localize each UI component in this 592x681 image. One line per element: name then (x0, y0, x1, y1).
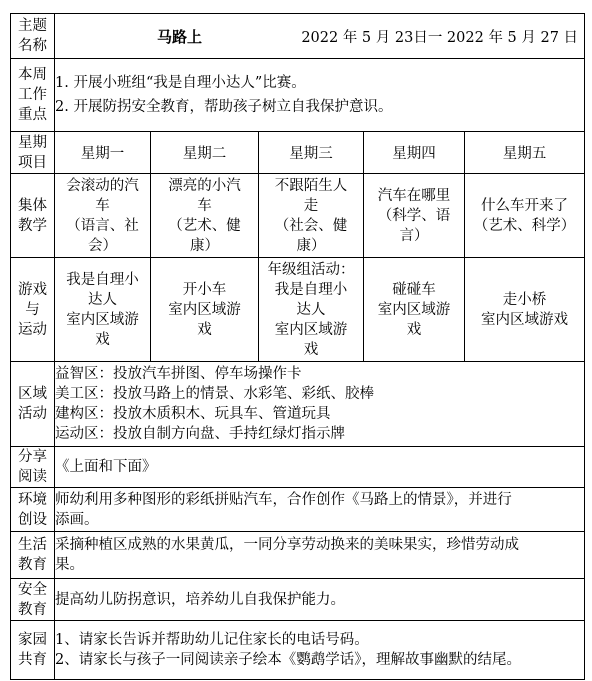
life-education-row (11, 532, 585, 579)
home-school-content: 1、请家长告诉并帮助幼儿记住家长的电话号码。 2、请家长与孩子一同阅读亲子绘本《鹦鹉学话》，理解故事幽默的结尾。 (55, 621, 585, 680)
area-activities-row (11, 362, 585, 447)
theme-date-range: 2022 年 5 月 23日一 2022 年 5 月 27 日 (301, 29, 579, 46)
theme-row (11, 14, 585, 59)
life-education-content: 采摘种植区成熟的水果黄瓜，一同分享劳动换来的美味果实，珍惜劳动成 果。 (55, 532, 585, 579)
games-sports-friday: 走小桥 室内区域游戏 (465, 258, 585, 362)
days-header-row (11, 132, 585, 174)
day-thursday: 星期四 (364, 132, 465, 174)
day-friday: 星期五 (465, 132, 585, 174)
theme-label: 主题 名称 (11, 14, 55, 59)
games-sports-thursday: 碰碰车 室内区域游 戏 (364, 258, 465, 362)
weekly-focus-item: 1. 开展小班组“我是自理小达人”比赛。 (55, 75, 306, 91)
environment-row (11, 488, 585, 532)
shared-reading-label: 分享 阅读 (11, 447, 55, 488)
area-activity-line: 美工区：投放马路上的情景、水彩笔、彩纸、胶棒 (55, 386, 374, 402)
day-monday: 星期一 (55, 132, 151, 174)
group-teaching-monday: 会滚动的汽 车 （语言、社 会） (55, 174, 151, 258)
area-activities-content (55, 362, 585, 447)
weekly-focus-label: 本周 工作 重点 (11, 59, 55, 132)
group-teaching-thursday: 汽车在哪里 （科学、语 言） (364, 174, 465, 258)
theme-name: 马路上 (157, 27, 203, 46)
days-header-label: 星期 项目 (11, 132, 55, 174)
safety-education-label: 安全 教育 (11, 579, 55, 621)
games-sports-row (11, 258, 585, 362)
day-tuesday: 星期二 (151, 132, 259, 174)
shared-reading-row (11, 447, 585, 488)
weekly-focus-item: 2. 开展防拐安全教育，帮助孩子树立自我保护意识。 (55, 99, 393, 115)
area-activity-line: 建构区：投放木质积木、玩具车、管道玩具 (55, 406, 331, 422)
environment-label: 环境 创设 (11, 488, 55, 532)
area-activity-line: 运动区：投放自制方向盘、手持红绿灯指示牌 (55, 426, 345, 442)
theme-content (55, 14, 585, 59)
weekly-plan-table (10, 13, 585, 680)
games-sports-monday: 我是自理小 达人 室内区域游 戏 (55, 258, 151, 362)
safety-education-row (11, 579, 585, 621)
area-activity-line: 益智区：投放汽车拼图、停车场操作卡 (55, 366, 302, 382)
shared-reading-content: 《上面和下面》 (55, 447, 585, 488)
group-teaching-friday: 什么车开来了 （艺术、科学） (465, 174, 585, 258)
group-teaching-label: 集体 教学 (11, 174, 55, 258)
weekly-focus-content (55, 59, 585, 132)
games-sports-wednesday: 年级组活动： 我是自理小 达人 室内区域游 戏 (259, 258, 364, 362)
home-school-label: 家园 共育 (11, 621, 55, 680)
safety-education-content: 提高幼儿防拐意识，培养幼儿自我保护能力。 (55, 579, 585, 621)
group-teaching-wednesday: 不跟陌生人 走 （社会、健 康） (259, 174, 364, 258)
games-sports-tuesday: 开小车 室内区域游 戏 (151, 258, 259, 362)
day-wednesday: 星期三 (259, 132, 364, 174)
environment-content: 师幼利用多种图形的彩纸拼贴汽车，合作创作《马路上的情景》，并进行 添画。 (55, 488, 585, 532)
home-school-row (11, 621, 585, 680)
games-sports-label: 游戏 与 运动 (11, 258, 55, 362)
life-education-label: 生活 教育 (11, 532, 55, 579)
area-activities-label: 区域 活动 (11, 362, 55, 447)
weekly-focus-row (11, 59, 585, 132)
group-teaching-row (11, 174, 585, 258)
group-teaching-tuesday: 漂亮的小汽 车 （艺术、健 康） (151, 174, 259, 258)
